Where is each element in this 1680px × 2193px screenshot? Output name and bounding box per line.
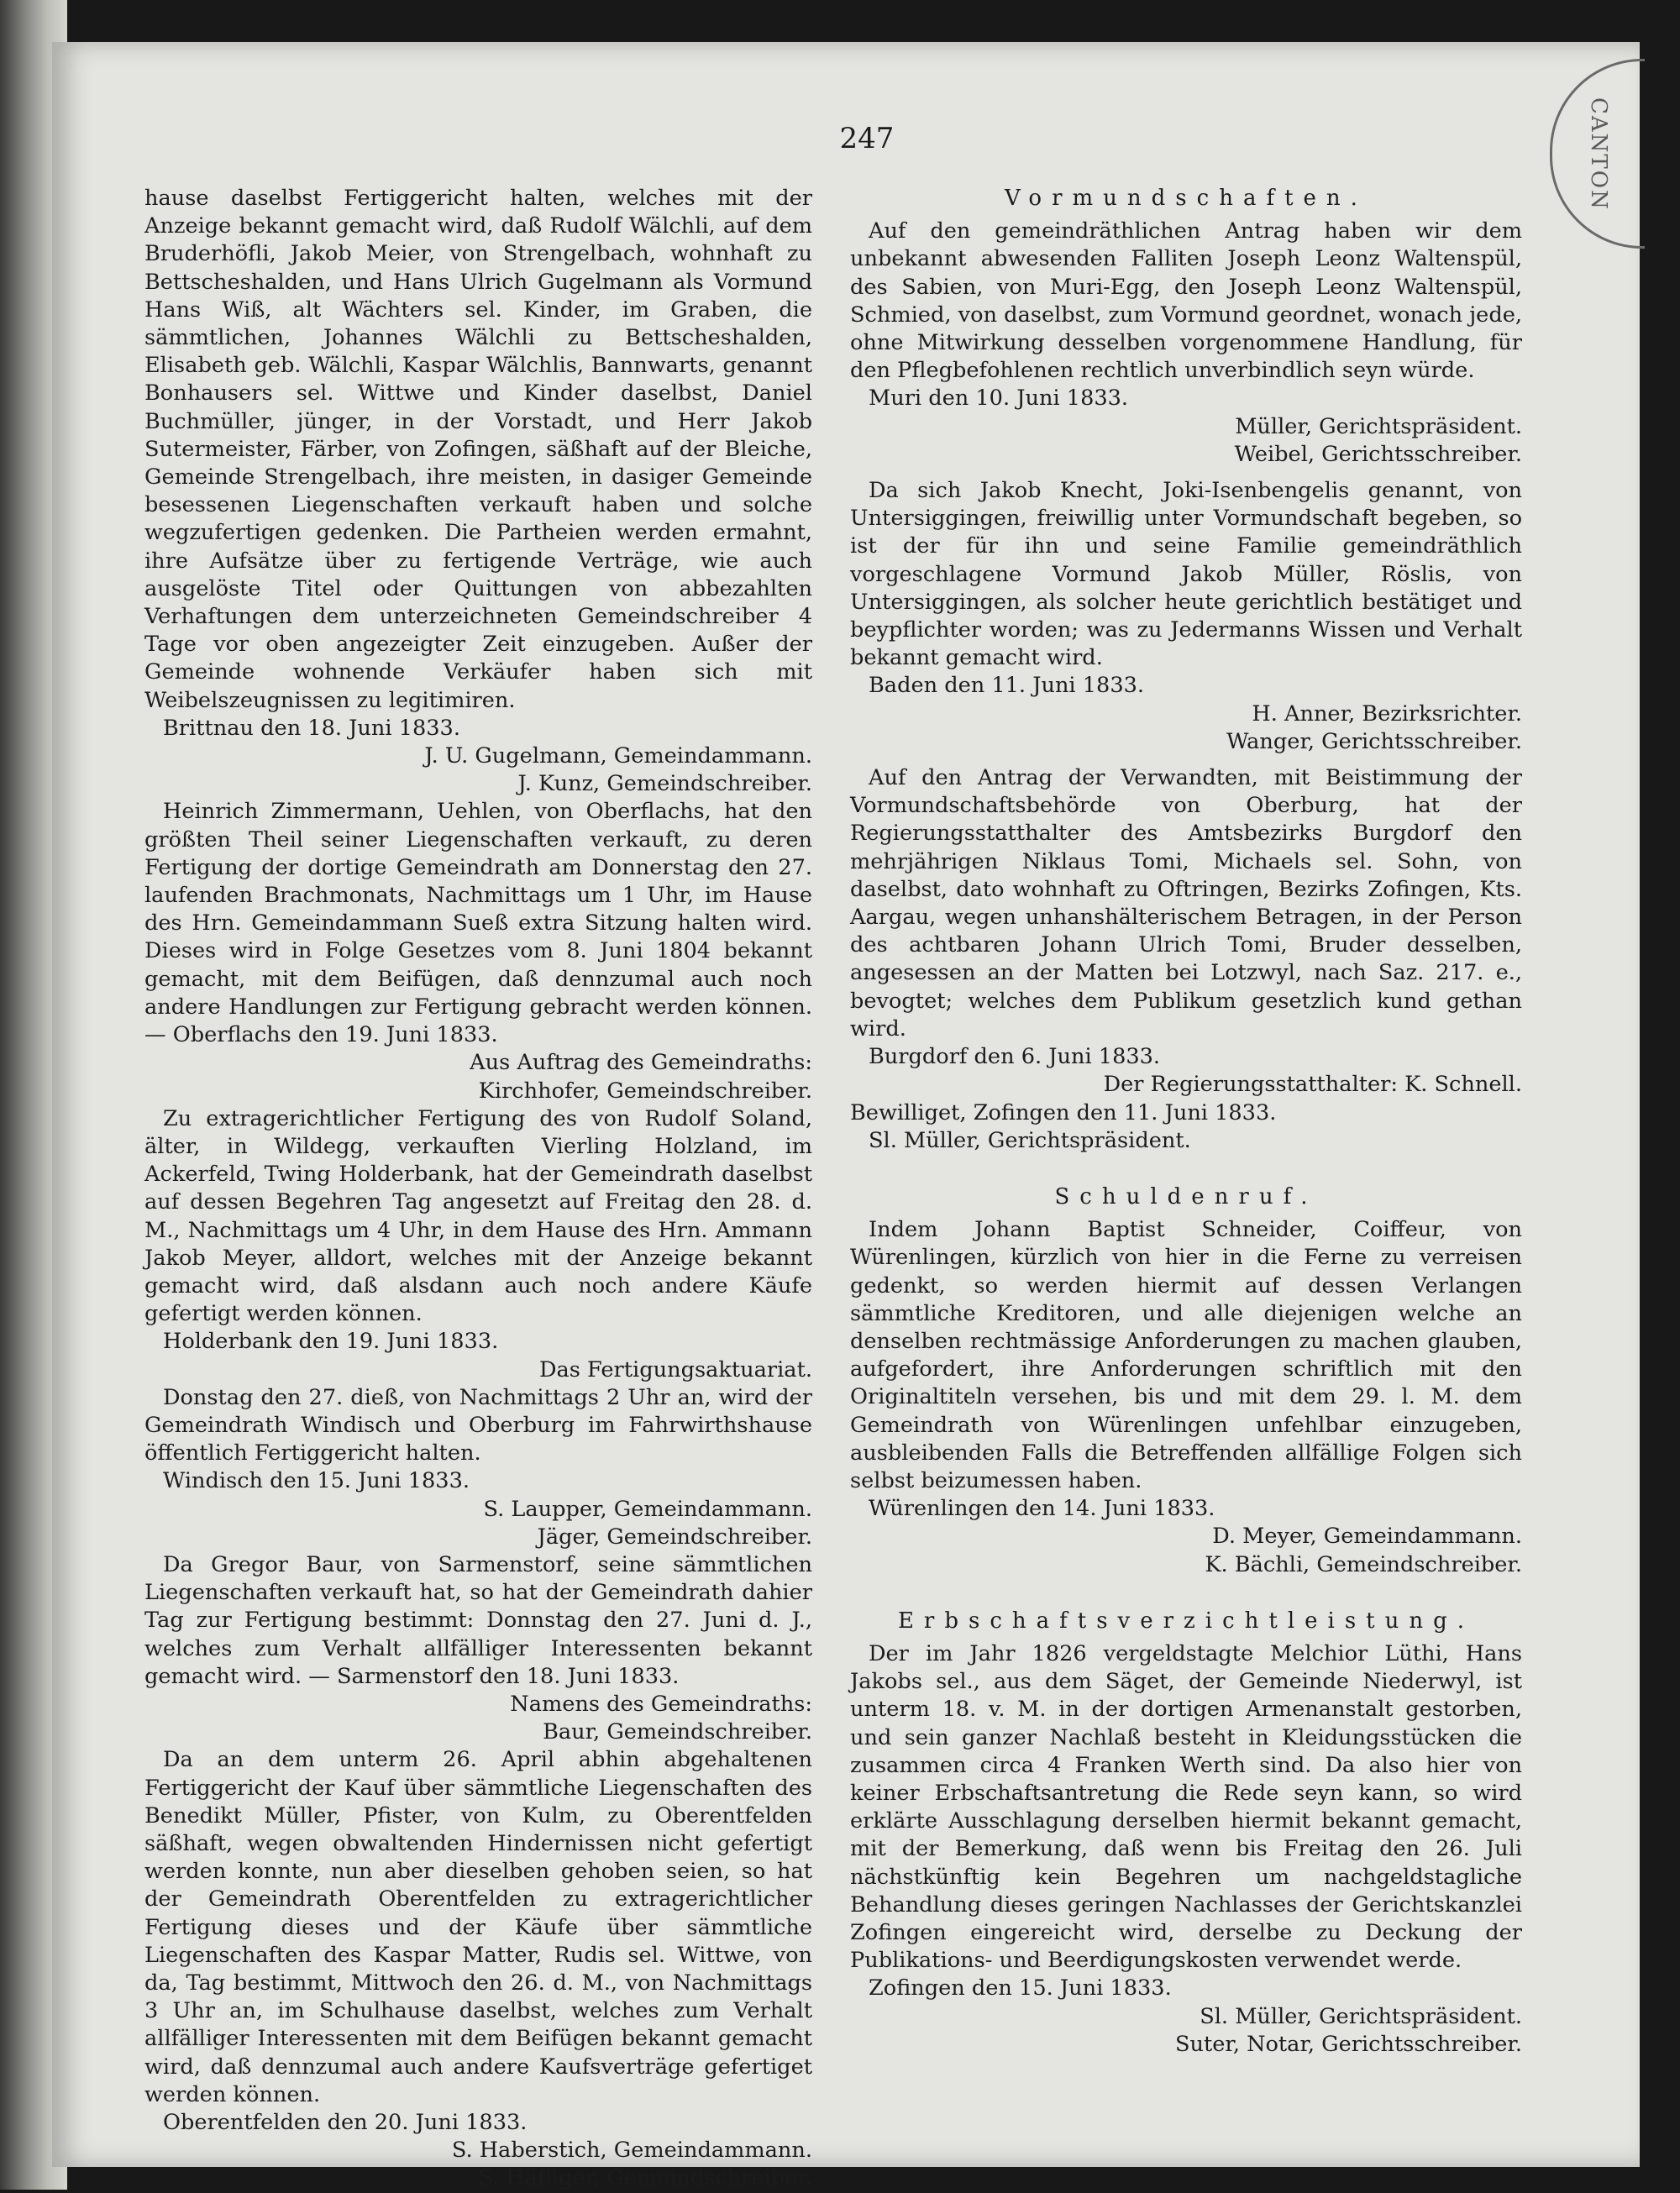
right-column-paragraph: Weibel, Gerichtsschreiber. (1234, 441, 1522, 467)
left-column-paragraph: Das Fertigungsaktuariat. (538, 1356, 812, 1382)
right-column-section-heading: Vormundschaften. (1005, 186, 1368, 211)
page-number: 247 (839, 122, 895, 155)
right-column-paragraph: Bewilliget, Zofingen den 11. Juni 1833. (850, 1099, 1277, 1125)
left-column-paragraph: Brittnau den 18. Juni 1833. (163, 715, 460, 741)
left-column-paragraph: Windisch den 15. Juni 1833. (163, 1468, 470, 1494)
right-column-paragraph: Der Regierungsstatthalter: K. Schnell. (1103, 1072, 1522, 1098)
left-column-paragraph: Donstag den 27. dieß, von Nachmittags 2 Uhr an, wird der Gemeindrath Windisch und Oberburg im Fahrwirthshause öffentlich Fertiggericht halten. (144, 1384, 812, 1466)
left-column (144, 185, 812, 2193)
document-page (52, 42, 1640, 2191)
left-column-paragraph: S. Haberstich, Gemeindammann. (451, 2138, 812, 2164)
left-column-paragraph: hause daselbst Fertiggericht halten, welches mit der Anzeige bekannt gemacht wird, daß Rudolf Wälchli, auf dem Bruderhöfli, Jakob Meier, von Strengelbach, wohnhaft zu Bettscheshalden, und Hans Ulrich Gugelmann als Vormund Hans Wiß, alt Wächters sel. Kinder, im Graben, die sämmtlichen, Johannes Wälchli zu Bettscheshalden, Elisabeth geb. Wälchli, Kaspar Wälchlis, Bannwarts, genannt Bonhausers sel. Wittwe und Kinder daselbst, Daniel Buchmüller, jünger, in der Vorstadt, und Herr Jakob Sutermeister, Färber, von Zofingen, säßhaft auf der Bleiche, Gemeinde Strengelbach, ihre meisten, in dasiger Gemeinde besessenen Liegenschaften verkauft haben und solche wegzufertigen gedenken. Die Partheien werden ermahnt, ihre Aufsätze über zu fertigende Verträge, wie auch ausgelöste Titel oder Quittungen von abbezahlten Verhaftungen dem unterzeichneten Gemeindschreiber 4 Tage vor oben angezeigter Zeit einzugeben. Außer der Gemeinde wohnende Verkäufer haben sich mit Weibelszeugnissen zu legitimiren. (144, 186, 812, 713)
right-column (850, 185, 1522, 2059)
left-column-paragraph: Jäger, Gemeindschreiber. (537, 1524, 812, 1550)
right-column-paragraph: Muri den 10. Juni 1833. (869, 386, 1129, 412)
left-column-paragraph: J. U. Gugelmann, Gemeindammann. (424, 743, 812, 769)
right-column-paragraph: D. Meyer, Gemeindammann. (1212, 1524, 1522, 1550)
right-column-paragraph: Auf den gemeindräthlichen Antrag haben wir dem unbekannt abwesenden Falliten Joseph Leonz Waltenspül, des Sabien, von Muri-Egg, den Joseph Leonz Waltenspül, Schmied, von daselbst, zum Vormund geordnet, wonach jede, ohne Mitwirkung desselben vorgenommene Handlung, für den Pflegbefohlenen rechtlich unverbindlich seyn würde. (850, 218, 1522, 384)
right-column-paragraph: H. Anner, Bezirksrichter. (1252, 700, 1522, 727)
left-column-paragraph: S. Häfliger, Gemeindschreiber. (478, 2165, 812, 2191)
left-column-paragraph: Heinrich Zimmermann, Uehlen, von Oberflachs, hat den größten Theil seiner Liegenschaften verkauft, zu deren Fertigung der dortige Gemeindrath am Donnerstag den 27. laufenden Brachmonats, Nachmittags um 1 Uhr, im Hause des Hrn. Gemeindammann Sueß extra Sitzung halten wird. Dieses wird in Folge Gesetzes vom 8. Juni 1804 bekannt gemacht, mit dem Beifügen, daß dennzumal auch noch andere Handlungen zur Fertigung gebracht werden können. — Oberflachs den 19. Juni 1833. (144, 799, 812, 1048)
right-column-paragraph: K. Bächli, Gemeindschreiber. (1205, 1551, 1522, 1577)
right-column-paragraph: Sl. Müller, Gerichtspräsident. (869, 1127, 1191, 1153)
right-column-paragraph: Baden den 11. Juni 1833. (869, 673, 1145, 699)
right-column-paragraph: Der im Jahr 1826 vergeldstagte Melchior Lüthi, Hans Jakobs sel., aus dem Säget, der Gemeinde Niederwyl, ist unterm 18. v. M. in der dortigen Armenanstalt gestorben, und sein ganzer Nachlaß besteht in Kleidungsstücken die zusammen circa 4 Franken Werth sind. Da also hier von keiner Erbschaftsantretung die Rede seyn kann, so wird erklärte Ausschlagung derselben hiermit bekannt gemacht, mit der Bemerkung, daß wenn bis Freitag den 26. Juli nächstkünftig kein Begehren um nachgeldstagliche Behandlung dieses geringen Nachlasses der Gerichtskanzlei Zofingen eingereicht wird, derselbe zu Deckung der Publikations- und Beerdigungskosten verwendet werde. (850, 1640, 1522, 1974)
left-column-paragraph: Da an dem unterm 26. April abhin abgehaltenen Fertiggericht der Kauf über sämmtliche Liegenschaften des Benedikt Müller, Pfister, von Kulm, zu Oberentfelden säßhaft, wegen obwaltenden Hindernissen nicht gefertigt werden konnte, nun aber dieselben gehoben seien, so hat der Gemeindrath Oberentfelden zu extragerichtlicher Fertigung dieses und der Käufe über sämmtliche Liegenschaften des Kaspar Matter, Rudis sel. Wittwe, von da, Tag bestimmt, Mittwoch den 26. d. M., von Nachmittags 3 Uhr an, im Schulhause daselbst, welches zum Verhalt allfälliger Interessenten mit dem Beifügen bekannt gemacht wird, daß dennzumal auch andere Kaufsverträge gefertiget werden können. (144, 1747, 812, 2107)
left-column-paragraph: Da Gregor Baur, von Sarmenstorf, seine sämmtlichen Liegenschaften verkauft hat, so hat der Gemeindrath dahier Tag zur Fertigung bestimmt: Donnstag den 27. Juni d. J., welches zum Verhalt allfälliger Interessenten bekannt gemacht wird. — Sarmenstorf den 18. Juni 1833. (144, 1551, 812, 1689)
left-column-paragraph: Zu extragerichtlicher Fertigung des von Rudolf Soland, älter, in Wildegg, verkauften Vierling Holzland, im Ackerfeld, Twing Holderbank, hat der Gemeindrath daselbst auf dessen Begehren Tag angesetzt auf Freitag den 28. d. M., Nachmittags um 4 Uhr, in dem Hause des Hrn. Ammann Jakob Meyer, alldort, welches mit der Anzeige bekannt gemacht wird, daß alsdann auch noch andere Käufe gefertigt werden können. (144, 1105, 812, 1327)
right-column-paragraph: Indem Johann Baptist Schneider, Coiffeur, von Würenlingen, kürzlich von hier in die Ferne zu verreisen gedenkt, so werden hiermit auf dessen Verlangen sämmtliche Kreditoren, und alle diejenigen welche an denselben rechtmässige Anforderungen zu machen glauben, aufgefordert, ihre Anforderungen schriftlich mit den Originaltiteln versehen, bis und mit dem 29. l. M. dem Gemeindrath von Würenlingen unfehlbar einzugeben, ausbleibenden Falls die Betreffenden allfällige Folgen sich selbst beizumessen haben. (850, 1217, 1522, 1493)
right-column-paragraph: Auf den Antrag der Verwandten, mit Beistimmung der Vormundschaftsbehörde von Oberburg, hat der Regierungsstatthalter des Amtsbezirks Burgdorf den mehrjährigen Niklaus Tomi, Michaels sel. Sohn, von daselbst, dato wohnhaft zu Oftringen, Bezirks Zofingen, Kts. Aargau, wegen unhanshälterischem Betragen, in der Person des achtbaren Johann Ulrich Tomi, Bruder desselben, angesessen an der Matten bei Lotzwyl, nach Saz. 217. e., bevogtet; welches dem Publikum gesetzlich kund gethan wird. (850, 765, 1522, 1041)
right-column-paragraph: Müller, Gerichtspräsident. (1235, 413, 1522, 439)
library-stamp: CANTON (1550, 59, 1645, 249)
right-column-paragraph: Suter, Notar, Gerichtsschreiber. (1174, 2031, 1522, 2057)
right-column-paragraph: Da sich Jakob Knecht, Joki-Isenbengelis genannt, von Untersiggingen, freiwillig unter Vormundschaft begeben, so ist der für ihn und seine Familie gemeindräthlich vorgeschlagene Vormund Jakob Müller, Röslis, von Untersiggingen, als solcher heute gerichtlich bestätiget und beypflichter worden; was zu Jedermanns Wissen und Verhalt bekannt gemacht wird. (850, 478, 1522, 671)
right-column-paragraph: Wanger, Gerichtsschreiber. (1226, 728, 1522, 754)
right-column-section-heading: Erbschaftsverzichtleistung. (897, 1608, 1475, 1634)
right-column-paragraph: Zofingen den 15. Juni 1833. (869, 1975, 1172, 2002)
left-column-paragraph: Oberentfelden den 20. Juni 1833. (163, 2110, 528, 2136)
left-column-paragraph: Holderbank den 19. Juni 1833. (163, 1329, 499, 1355)
right-column-paragraph: Würenlingen den 14. Juni 1833. (869, 1496, 1215, 1522)
right-column-paragraph: Burgdorf den 6. Juni 1833. (869, 1044, 1161, 1070)
left-column-paragraph: Kirchhofer, Gemeindschreiber. (478, 1078, 812, 1104)
left-column-paragraph: Aus Auftrag des Gemeindraths: (470, 1050, 812, 1076)
right-column-paragraph: Sl. Müller, Gerichtspräsident. (1200, 2003, 1522, 2029)
left-column-paragraph: S. Laupper, Gemeindammann. (483, 1496, 812, 1522)
right-column-section-heading: Schuldenruf. (1054, 1183, 1318, 1209)
left-column-paragraph: J. Kunz, Gemeindschreiber. (517, 771, 812, 797)
left-column-paragraph: Namens des Gemeindraths: (510, 1691, 812, 1717)
left-column-paragraph: Baur, Gemeindschreiber. (543, 1719, 812, 1745)
